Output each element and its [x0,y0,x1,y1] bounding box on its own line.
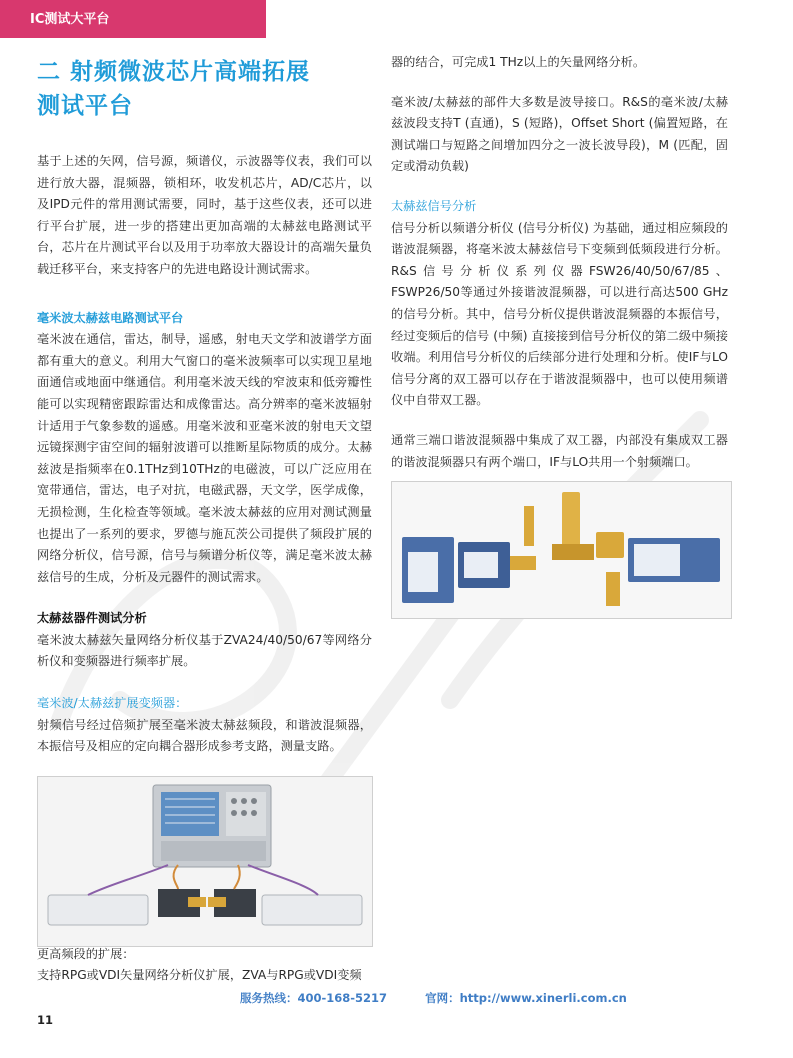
footer-contact [240,990,661,1006]
caption-line-2: 支持RPG或VDI矢量网络分析仪扩展，ZVA与RPG或VDI变频 [37,968,362,982]
right-paragraph-4: 通常三端口谐波混频器中集成了双工器，内部没有集成双工器的谐波混频器只有两个端口，IF与LO共用一个射频端口。 [391,432,728,469]
section-heading-thz-signal: 太赫兹信号分析 [391,198,477,213]
right-column [391,52,728,473]
section-heading-mmwave-thz: 毫米波太赫兹电路测试平台 [37,310,184,325]
figure-caption [37,944,372,986]
section-heading-thz-device: 太赫兹器件测试分析 [37,611,147,626]
right-paragraph-1: 器的结合，可完成1 THz以上的矢量网络分析。 [391,55,646,69]
right-paragraph-2: 毫米波/太赫兹的部件大多数是波导接口。R&S的毫米波/太赫兹波段支持T (直通)，S (短路)，Offset Short (偏置短路，在测试端口与短路之间增加四分之一波长波导段)，M (匹配，固定或滑动负载) [391,94,728,174]
page-number: 11 [37,1013,54,1027]
section-heading-converter: 毫米波/太赫兹扩展变频器： [37,696,188,711]
section-tab: IC测试大平台 [0,0,266,38]
intro-paragraph: 基于上述的矢网，信号源，频谱仪，示波器等仪表，我们可以进行放大器，混频器，锁相环，收发机芯片，AD/C芯片，以及IPD元件的常用测试需要，同时，基于这些仪表，还可以进行平台扩展，进一步的搭建出更加高端的太赫兹电路测试平台，芯片在片测试平台以及用于功率放大器设计的高端矢量负载迁移平台，来支持客户的先进电路设计测试需求。 [37,154,372,276]
title-line-2: 测试平台 [37,93,133,119]
left-column [37,55,372,758]
converter-paragraph: 射频信号经过倍频扩展至毫米波太赫兹频段，和谐波混频器，本振信号及相应的定向耦合器形成参考支路，测量支路。 [37,717,372,754]
frequency-converters-photo [391,481,732,619]
page-title [37,55,372,123]
footer-website[interactable]: 官网：http://www.xinerli.com.cn [425,991,627,1005]
caption-line-1: 更高频段的扩展： [37,947,135,961]
title-line-1: 二 射频微波芯片高端拓展 [37,59,311,85]
vna-setup-photo [37,776,373,947]
right-paragraph-3: 信号分析以频谱分析仪 (信号分析仪) 为基础，通过相应频段的谐波混频器，将毫米波太赫兹信号下变频到低频段进行分析。R&S信号分析仪系列仪器FSW26/40/50/67/85、FSWP26/50等通过外接谐波混频器，可以进行高达500 GHz的信号分析。其中，信号分析仪提供谐波混频器的本振信号，经过变频后的信号 (中频) 直接接到信号分析仪的第二级中频接收端。利用信号分析仪的后续部分进行处理和分析。使IF与LO信号分离的双工器可以存在于谐波混频器中，也可以使用频谱仪中自带双工器。 [391,220,728,408]
mmwave-thz-paragraph: 毫米波在通信，雷达，制导，遥感，射电天文学和波谱学方面都有重大的意义。利用大气窗口的毫米波频率可以实现卫星地面通信或地面中继通信。利用毫米波天线的窄波束和低旁瓣性能可以实现精密跟踪雷达和成像雷达。高分辨率的毫米波辐射计适用于气象参数的遥感。用毫米波和亚毫米波的射电天文望远镜探测宇宙空间的辐射波谱可以推断星际物质的成分。太赫兹波是指频率在0.1THz到10THz的电磁波，可以广泛应用在宽带通信，雷达，电子对抗，电磁武器，天文学，医学成像，无损检测，生化检查等领域。毫米波太赫兹的应用对测试测量也提出了一系列的要求，罗德与施瓦茨公司提供了频段扩展的网络分析仪，信号源，信号与频谱分析仪等，满足毫米波太赫兹信号的生成，分析及元器件的测试需求。 [37,332,372,584]
thz-device-paragraph: 毫米波太赫兹矢量网络分析仪基于ZVA24/40/50/67等网络分析仪和变频器进行频率扩展。 [37,632,372,669]
footer-hotline: 服务热线：400-168-5217 [240,991,388,1005]
